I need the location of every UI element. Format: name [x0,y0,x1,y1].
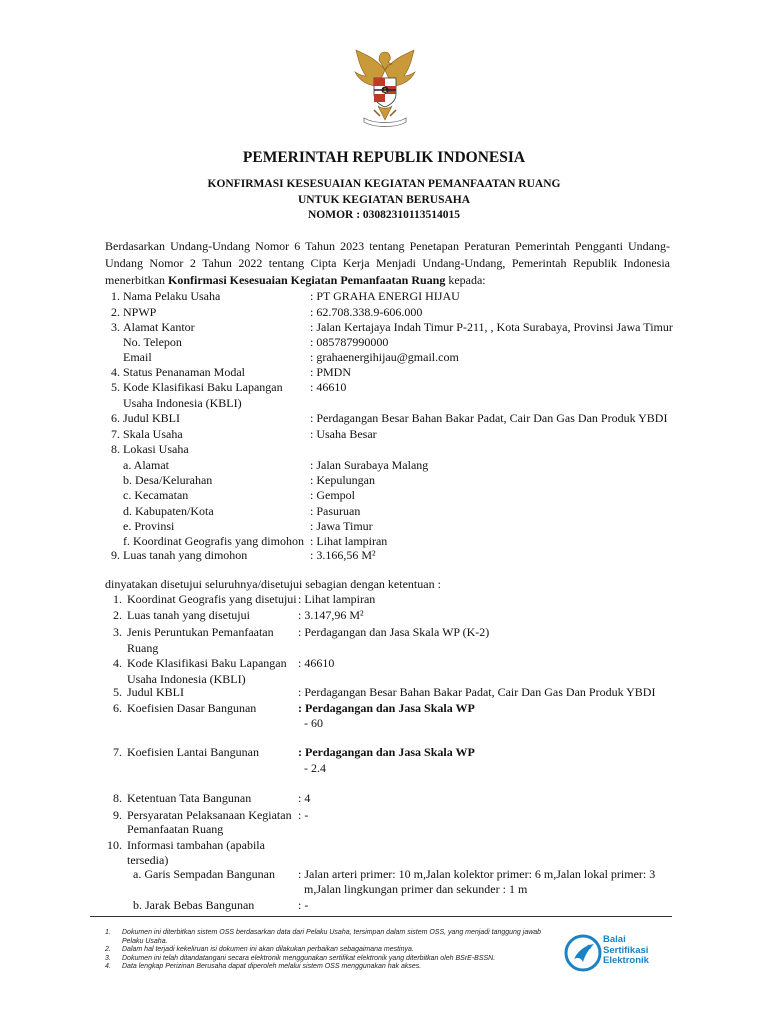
field-label: d. Kabupaten/Kota [123,504,214,518]
field-value: : Lihat lampiran [310,534,388,548]
field-label: tersedia) [127,853,169,867]
field-label: Judul KBLI [127,685,184,699]
field-value: : - [298,808,309,822]
footnote-number: 4. [105,963,111,970]
field-value: : Kepulungan [310,473,375,487]
field-number: 4. [111,365,120,379]
field-value: : 62.708.338.9-606.000 [310,305,423,319]
field-value: : 085787990000 [310,335,389,349]
field-value: : - [298,898,309,912]
field-value: : Jalan arteri primer: 10 m,Jalan kolektor primer: 6 m,Jalan lokal primer: 3 [298,867,656,881]
field-number: 3. [113,625,122,639]
field-label: Lokasi Usaha [123,442,189,456]
field-label: Kode Klasifikasi Baku Lapangan [127,656,287,670]
field-value: : Perdagangan dan Jasa Skala WP (K-2) [298,625,490,639]
field-value: : Perdagangan Besar Bahan Bakar Padat, Cair Dan Gas Dan Produk YBDI [298,685,656,699]
footnotes [105,929,560,972]
field-value: : PMDN [310,365,352,379]
field-label: b. Desa/Kelurahan [123,473,213,487]
field-value: : Jalan Kertajaya Indah Timur P-211, , Kota Surabaya, Provinsi Jawa Timur [310,320,673,334]
field-value: m,Jalan lingkungan primer dan sekunder : 1 m [304,882,528,896]
field-value: : Perdagangan dan Jasa Skala WP [298,745,475,759]
field-number: 8. [111,442,120,456]
field-value: : Lihat lampiran [298,592,376,606]
field-number: 2. [113,608,122,622]
field-number: 9. [111,548,120,562]
field-number: 8. [113,791,122,805]
field-value: : 4 [298,791,311,805]
field-label: c. Kecamatan [123,488,189,502]
field-label: Koefisien Lantai Bangunan [127,745,259,759]
field-number: 7. [111,427,120,441]
field-value: : 46610 [298,656,335,670]
field-number: 1. [111,289,120,303]
bsre-line-3: Elektronik [603,955,649,966]
field-value: : PT GRAHA ENERGI HIJAU [310,289,460,303]
field-number: 6. [111,411,120,425]
footnote-text: Dalam hal terjadi kekeliruan isi dokumen ini akan dilakukan perbaikan sebagaimana mestinya. [122,946,414,953]
field-label: e. Provinsi [123,519,175,533]
footnote-item [105,955,560,964]
intro-tail: kepada: [445,273,486,287]
field-label: Usaha Indonesia (KBLI) [123,396,242,410]
government-title: PEMERINTAH REPUBLIK INDONESIA [242,149,526,166]
field-label: a. Garis Sempadan Bangunan [133,867,275,881]
field-value: : Perdagangan dan Jasa Skala WP [298,701,475,715]
field-label: Ruang [127,641,159,655]
bsre-line-2: Sertifikasi [603,944,649,956]
field-value: : 3.147,96 M² [298,608,364,622]
field-label: a. Alamat [123,458,169,472]
footnote-text: Data lengkap Perizinan Berusaha dapat diperoleh melalui sistem OSS menggunakan hak akses. [122,963,422,970]
field-label: Ketentuan Tata Bangunan [127,791,252,805]
field-label: Koordinat Geografis yang disetujui [127,592,297,606]
intro-text: Berdasarkan Undang-Undang Nomor 6 Tahun 2023 tentang Penetapan Peraturan Pemerintah Pengganti Undang-Undang Nomor 2 Tahun 2022 tentang Cipta Kerja Menjadi Undang-Undang, Pemerintah Republik Indonesia menerbitkan [105,239,670,287]
footnote-text: Dokumen ini diterbitkan sistem OSS berdasarkan data dari Pelaku Usaha, tersimpan dalam sistem OSS, yang menjadi tanggung jawab Pelaku Usaha. [122,929,542,945]
document-title: KONFIRMASI KESESUAIAN KEGIATAN PEMANFAATAN RUANG [207,178,561,190]
field-number: 4. [113,656,122,670]
field-label: Pemanfaatan Ruang [127,822,224,836]
field-value: - 60 [304,716,323,730]
garuda-tail [374,106,396,120]
field-value: : Usaha Besar [310,427,377,441]
field-label: Alamat Kantor [123,320,195,334]
footnote-item [105,929,560,946]
field-label: f. Koordinat Geografis yang dimohon [123,534,304,548]
footnote-text: Dokumen ini telah ditandatangani secara elektronik menggunakan sertifikat elektronik yang diterbitkan oleh BSrE-BSSN. [122,954,496,962]
intro-paragraph [105,238,670,289]
footnote-number: 3. [105,954,111,962]
field-number: 5. [113,685,122,699]
intro-bold-text: Konfirmasi Kesesuaian Kegiatan Pemanfaatan Ruang [167,273,446,287]
garuda-emblem [352,48,418,128]
field-label: Skala Usaha [123,427,183,441]
field-value: : grahaenergihijau@gmail.com [310,350,459,364]
approval-statement: dinyatakan disetujui seluruhnya/disetujui sebagian dengan ketentuan : [105,577,441,591]
field-label: Kode Klasifikasi Baku Lapangan [123,380,283,394]
field-value: : Jalan Surabaya Malang [310,458,429,472]
field-label: Luas tanah yang dimohon [123,548,248,562]
document-number: NOMOR : 03082310113514015 [307,209,461,221]
bsre-wordmark [603,935,649,967]
field-value: : 3.166,56 M² [310,548,376,562]
field-number: 1. [113,592,122,606]
field-value: : Pasuruan [310,504,361,518]
field-label: No. Telepon [123,335,182,349]
field-value: - 2.4 [304,761,326,775]
field-label: Luas tanah yang disetujui [127,608,250,622]
field-number: 7. [113,745,122,759]
field-number: 3. [111,320,120,334]
footnote-number: 2. [105,946,111,953]
field-label: NPWP [123,305,157,319]
bsre-dot [587,945,591,949]
field-label: Nama Pelaku Usaha [123,289,221,303]
field-label: Email [123,350,152,364]
garuda-shield [374,78,396,107]
field-number: 10. [107,838,122,852]
field-value: : Perdagangan Besar Bahan Bakar Padat, Cair Dan Gas Dan Produk YBDI [310,411,668,425]
field-number: 5. [111,380,120,394]
field-value: : Gempol [310,488,355,502]
document-subtitle: UNTUK KEGIATAN BERUSAHA [297,194,471,206]
field-label: Koefisien Dasar Bangunan [127,701,257,715]
field-number: 2. [111,305,120,319]
field-label: Jenis Peruntukan Pemanfaatan [127,625,274,639]
field-value: : 46610 [310,380,347,394]
field-label: b. Jarak Bebas Bangunan [133,898,255,912]
footnote-number: 1. [105,929,111,936]
footnote-item [105,963,560,972]
field-label: Informasi tambahan (apabila [127,838,265,852]
field-number: 9. [113,808,122,822]
field-label: Persyaratan Pelaksanaan Kegiatan [127,808,292,822]
field-value: : Jawa Timur [310,519,373,533]
footnote-item [105,946,560,955]
bsre-line-1: Balai [603,934,626,945]
field-label: Judul KBLI [123,411,180,425]
field-label: Usaha Indonesia (KBLI) [127,672,246,686]
field-number: 6. [113,701,122,715]
field-label: Status Penanaman Modal [123,365,245,379]
